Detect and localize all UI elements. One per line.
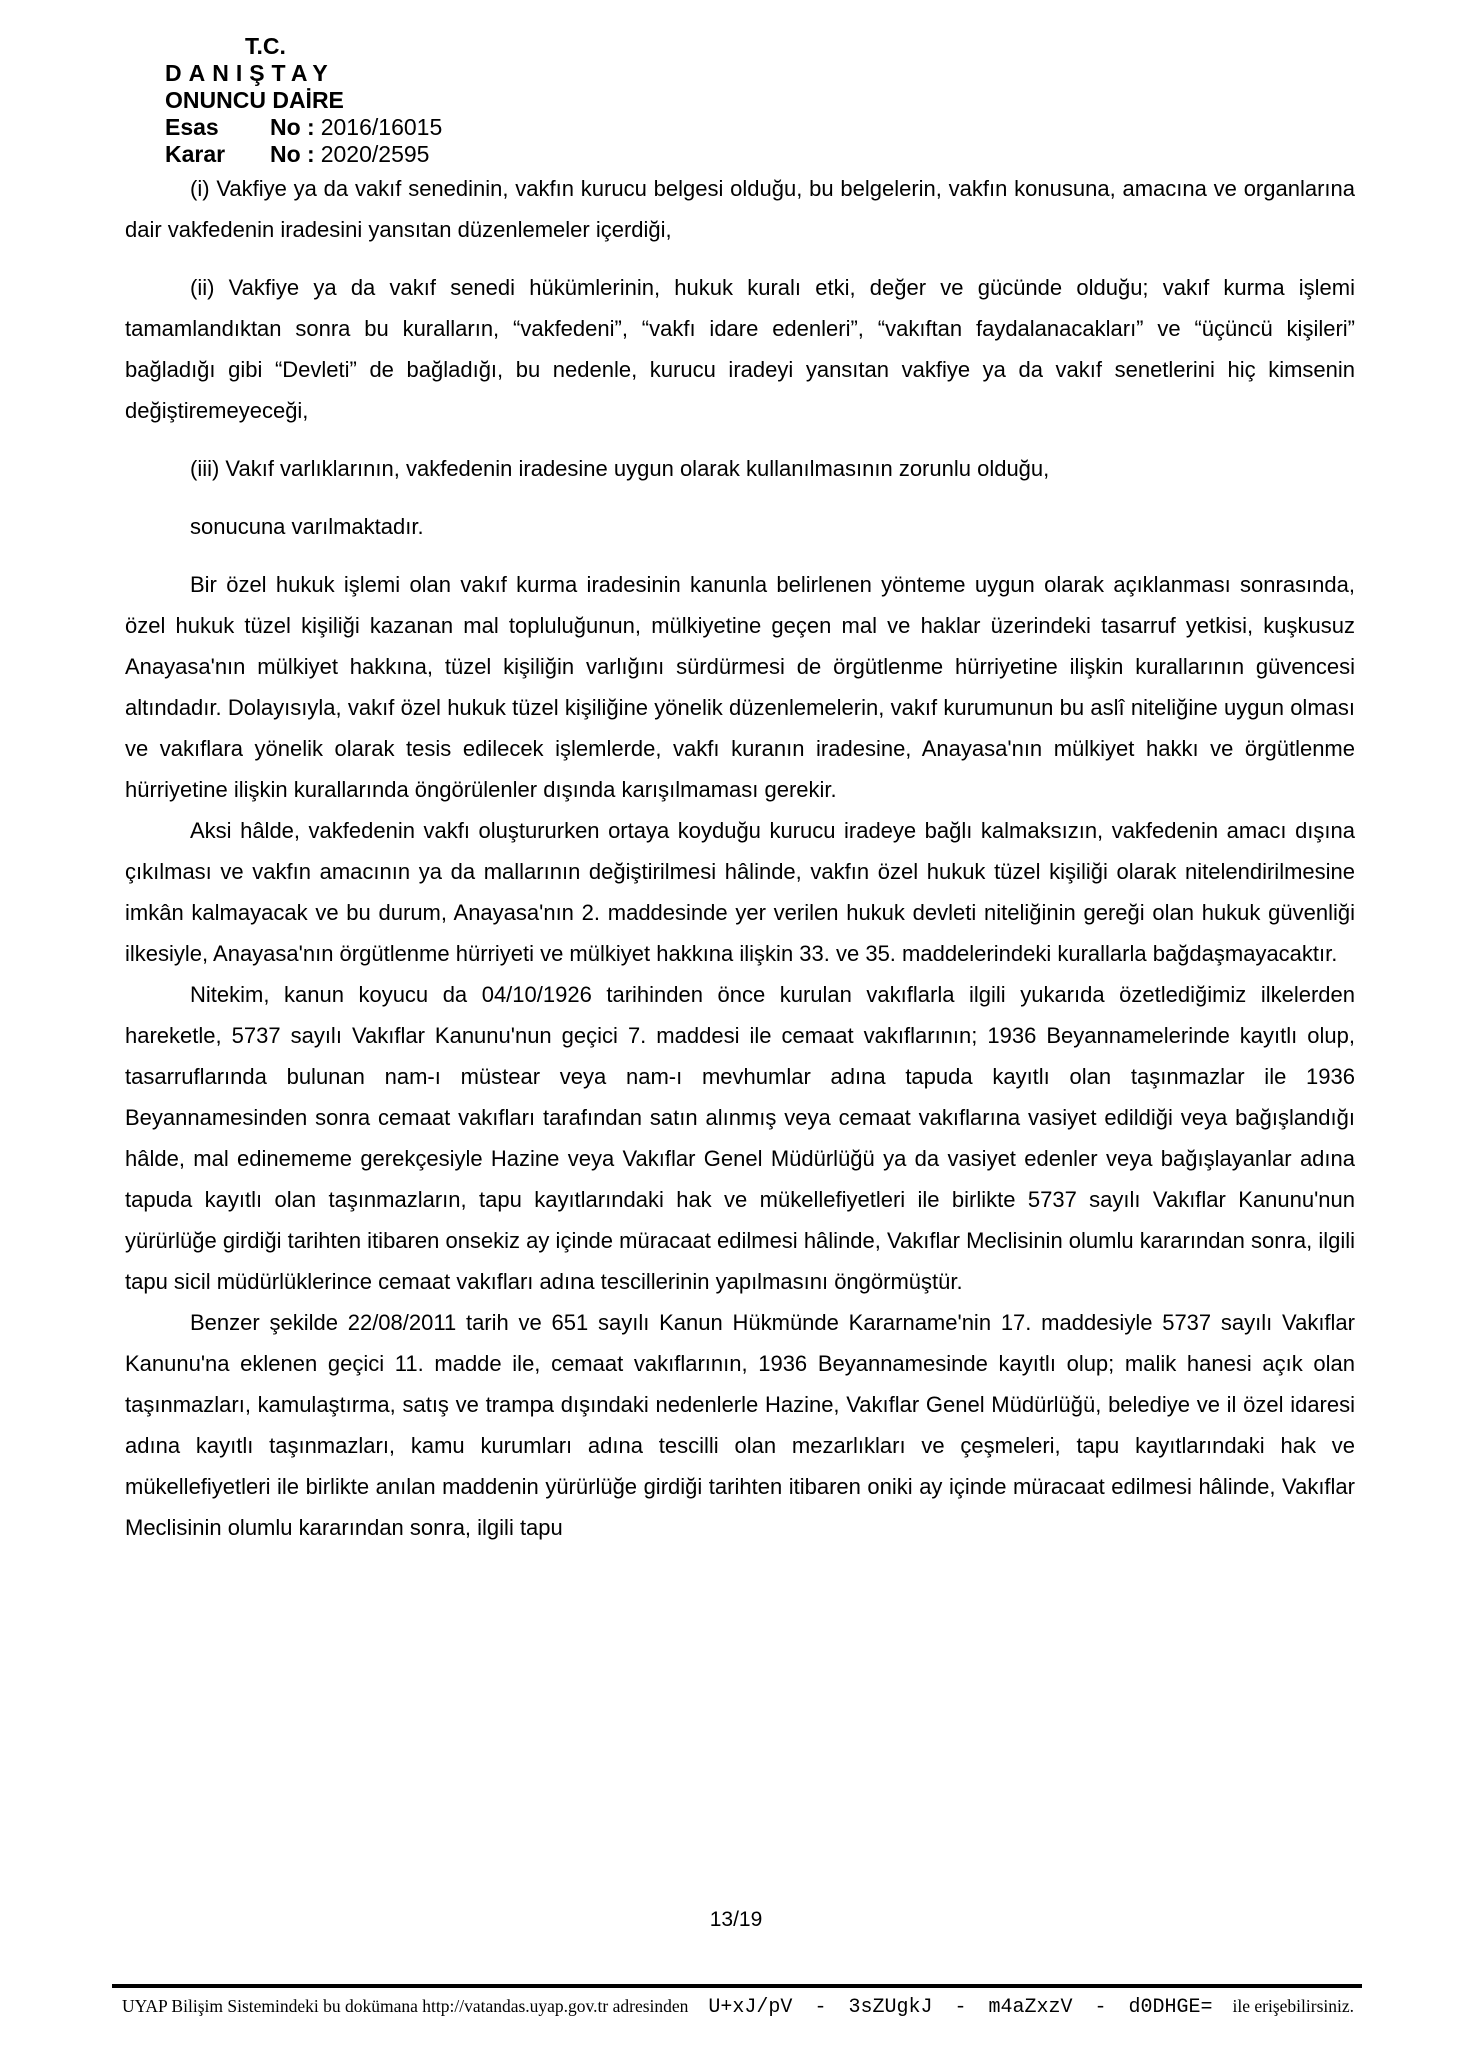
footer-access-code: U+xJ/pV - 3sZUgkJ - m4aZxzV - d0DHGE=	[708, 1996, 1213, 2019]
header-tc: T.C.	[245, 33, 286, 59]
footer-access-line	[122, 1996, 1354, 2019]
paragraph-ii: (ii) Vakfiye ya da vakıf senedi hükümlerinin, hukuk kuralı etki, değer ve gücünde olduğu; vakıf kurma işlemi tamamlandıktan sonra bu kuralların, “vakfedeni”, “vakfı idare edenleri”, “vakıftan faydalanacakları” ve “üçüncü kişileri” bağladığı gibi “Devleti” de bağladığı, bu nedenle, kurucu iradeyi yansıtan vakfiye ya da vakıf senetlerini hiç kimsenin değiştiremeyeceği,	[125, 275, 1355, 423]
paragraph-aksi-halde: Aksi hâlde, vakfedenin vakfı oluştururken ortaya koyduğu kurucu iradeye bağlı kalmaksızın, vakfedenin amacı dışına çıkılması ve vakfın amacının ya da mallarının değiştirilmesi hâlinde, vakfın özel hukuk tüzel kişiliği olarak nitelendirilmesine imkân kalmayacak ve bu durum, Anayasa'nın 2. maddesinde yer verilen hukuk devleti niteliğinin gereği olan hukuk güvenliği ilkesiyle, Anayasa'nın örgütlenme hürriyeti ve mülkiyet hakkına ilişkin 33. ve 35. maddelerindeki kurallarla bağdaşmayacaktır.	[125, 818, 1355, 966]
paragraph-i: (i) Vakfiye ya da vakıf senedinin, vakfın kurucu belgesi olduğu, bu belgelerin, vakfın konusuna, amacına ve organlarına dair vakfedenin iradesini yansıtan düzenlemeler içerdiği,	[125, 176, 1355, 242]
page-number: 13/19	[709, 1908, 763, 1931]
karar-no-label: No :	[270, 141, 315, 167]
karar-label: Karar	[165, 141, 226, 167]
footer-access-text: UYAP Bilişim Sistemindeki bu dokümana http://vatandas.uyap.gov.tr adresinden	[122, 1996, 689, 2016]
paragraph-vakif-iradesi: Bir özel hukuk işlemi olan vakıf kurma iradesinin kanunla belirlenen yönteme uygun olarak açıklanması sonrasında, özel hukuk tüzel kişiliği kazanan mal topluluğunun, mülkiyetine geçen mal ve haklar üzerindeki tasarruf yetkisi, kuşkusuz Anayasa'nın mülkiyet hakkına, tüzel kişiliğin varlığını sürdürmesi de örgütlenme hürriyetine ilişkin kurallarının güvencesi altındadır. Dolayısıyla, vakıf özel hukuk tüzel kişiliğine yönelik düzenlemelerin, vakıf kurumunun bu aslî niteliğine uygun olması ve vakıflara yönelik olarak tesis edilecek işlemlerde, vakfı kuranın iradesine, Anayasa'nın mülkiyet hakkı ve örgütlenme hürriyetine ilişkin kurallarında öngörülenler dışında karışılmaması gerekir.	[125, 572, 1355, 802]
esas-no-label: No :	[270, 114, 315, 140]
karar-value: 2020/2595	[320, 141, 430, 167]
paragraph-benzer-sekilde: Benzer şekilde 22/08/2011 tarih ve 651 sayılı Kanun Hükmünde Kararname'nin 17. maddesiyle 5737 sayılı Vakıflar Kanunu'na eklenen geçici 11. madde ile, cemaat vakıflarının, 1936 Beyannamesinde kayıtlı olup; malik hanesi açık olan taşınmazları, kamulaştırma, satış ve trampa dışındaki nedenlerle Hazine, Vakıflar Genel Müdürlüğü, belediye ve il özel idaresi adına kayıtlı taşınmazları, kamu kurumları adına tescilli olan mezarlıkları ve çeşmeleri, tapu kayıtlarındaki hak ve mükellefiyetleri ile birlikte anılan maddenin yürürlüğe girdiği tarihten itibaren oniki ay içinde müracaat edilmesi hâlinde, Vakıflar Meclisinin olumlu kararından sonra, ilgili tapu	[125, 1310, 1355, 1540]
decision-body	[125, 168, 1355, 1548]
esas-no-line	[165, 114, 442, 141]
header-court-name: DANIŞTAY	[165, 60, 335, 86]
esas-label: Esas	[165, 114, 219, 140]
karar-no-line	[165, 141, 442, 168]
esas-value: 2016/16015	[320, 114, 443, 140]
header-chamber-name: ONUNCU DAİRE	[165, 87, 344, 113]
footer-divider	[112, 1984, 1362, 1988]
footer-access-suffix: ile erişebilirsiniz.	[1232, 1996, 1354, 2016]
paragraph-iii: (iii) Vakıf varlıklarının, vakfedenin iradesine uygun olarak kullanılmasının zorunlu olduğu,	[190, 456, 1050, 481]
paragraph-nitekim: Nitekim, kanun koyucu da 04/10/1926 tarihinden önce kurulan vakıflarla ilgili yukarıda özetlediğimiz ilkelerden hareketle, 5737 sayılı Vakıflar Kanunu'nun geçici 7. maddesi ile cemaat vakıflarının; 1936 Beyannamelerinde kayıtlı olup, tasarruflarında bulunan nam-ı müstear veya nam-ı mevhumlar adına tapuda kayıtlı olan taşınmazlar ile 1936 Beyannamesinden sonra cemaat vakıfları tarafından satın alınmış veya cemaat vakıflarına vasiyet edildiği veya bağışlandığı hâlde, mal edinememe gerekçesiyle Hazine veya Vakıflar Genel Müdürlüğü ya da vasiyet edenler veya bağışlayanlar adına tapuda kayıtlı olan taşınmazların, tapu kayıtlarındaki hak ve mükellefiyetleri ile birlikte 5737 sayılı Vakıflar Kanunu'nun yürürlüğe girdiği tarihten itibaren onsekiz ay içinde müracaat edilmesi hâlinde, Vakıflar Meclisinin olumlu kararından sonra, ilgili tapu sicil müdürlüklerince cemaat vakıfları adına tescillerinin yapılmasını öngörmüştür.	[125, 982, 1355, 1294]
document-header	[165, 33, 442, 168]
paragraph-conclusion: sonucuna varılmaktadır.	[190, 514, 424, 539]
